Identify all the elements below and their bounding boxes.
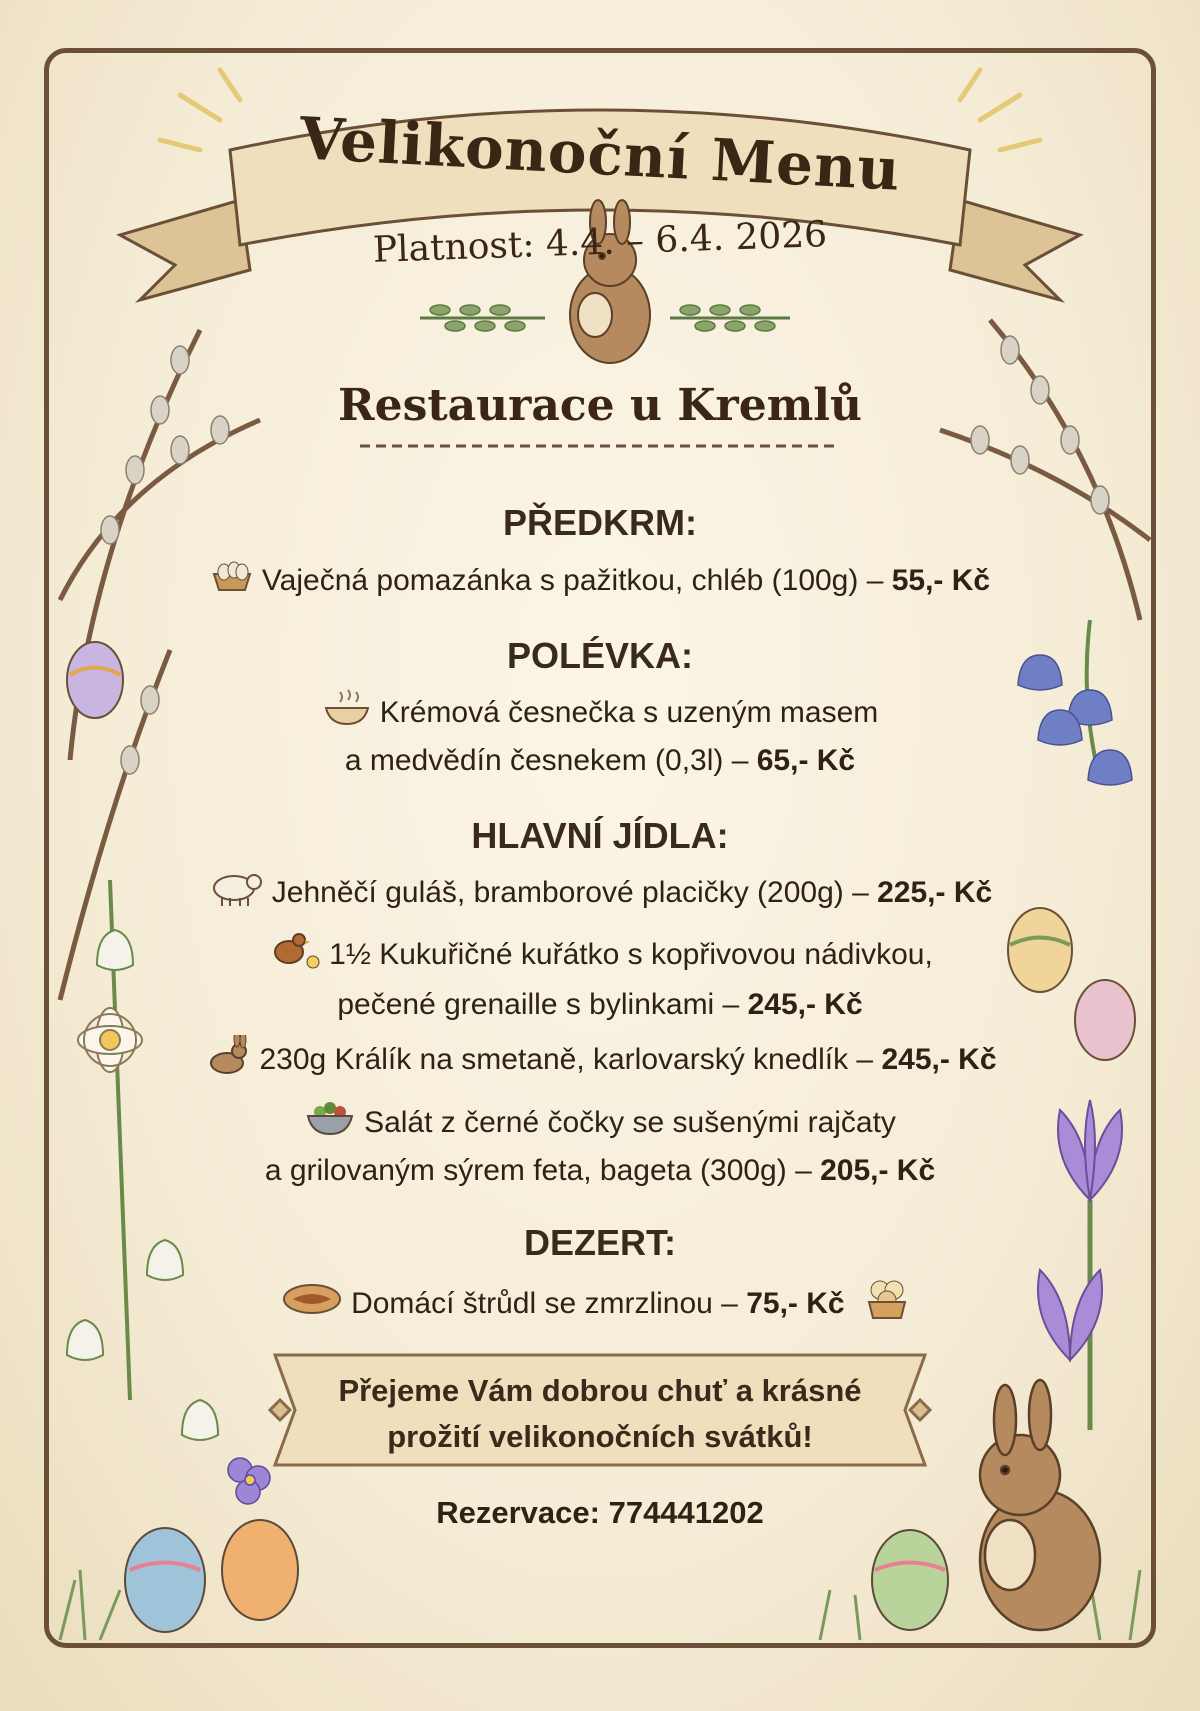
validity-dates: Platnost: 4.4. – 6.4. 2026 (372, 214, 828, 271)
reservation-phone: Rezervace: 774441202 (436, 1495, 764, 1530)
soup-bowl-icon (322, 688, 372, 740)
ice-cream-cup-icon (863, 1276, 911, 1334)
strudel-icon (281, 1281, 343, 1329)
restaurant-name: Restaurace u Kremlů (338, 380, 862, 431)
salad-bowl-icon (304, 1098, 356, 1150)
easter-wish-message: Přejeme Vám dobrou chuť a krásné prožití velikonočních svátků! (338, 1373, 862, 1454)
menu-item-rabbit: 230g Králík na smetaně, karlovarský knedlík – 245,- Kč (140, 1035, 1060, 1087)
menu-item-egg-spread: Vaječná pomazánka s pažitkou, chléb (100g) – 55,- Kč (140, 558, 1060, 606)
menu-item-lamb-goulash: Jehněčí guláš, bramborové placičky (200g) – 225,- Kč (140, 868, 1060, 920)
section-title-dessert: DEZERT: (524, 1222, 676, 1263)
section-title-soup: POLÉVKA: (506, 635, 693, 676)
menu-item-lentil-salad: Salát z černé čočky se sušenými rajčaty a grilovaným sýrem feta, bageta (300g) – 205,- Kč (140, 1098, 1060, 1192)
section-title-mains: HLAVNÍ JÍDLA: (471, 815, 729, 856)
section-title-appetizer: PŘEDKRM: (503, 502, 697, 543)
menu-item-corn-chicken: 1½ Kukuřičné kuřátko s kopřivovou nádivkou, pečené grenaille s bylinkami – 245,- Kč (140, 928, 1060, 1026)
menu-item-strudel: Domácí štrůdl se zmrzlinou – 75,- Kč (140, 1276, 1060, 1334)
egg-basket-icon (210, 558, 254, 606)
lamb-icon (208, 868, 264, 920)
menu-item-garlic-soup: Krémová česnečka s uzeným masem a medvědín česnekem (0,3l) – 65,- Kč (140, 688, 1060, 782)
rabbit-icon (203, 1035, 251, 1087)
chicken-icon (267, 928, 321, 984)
menu-title: Velikonoční Menu (297, 104, 903, 204)
